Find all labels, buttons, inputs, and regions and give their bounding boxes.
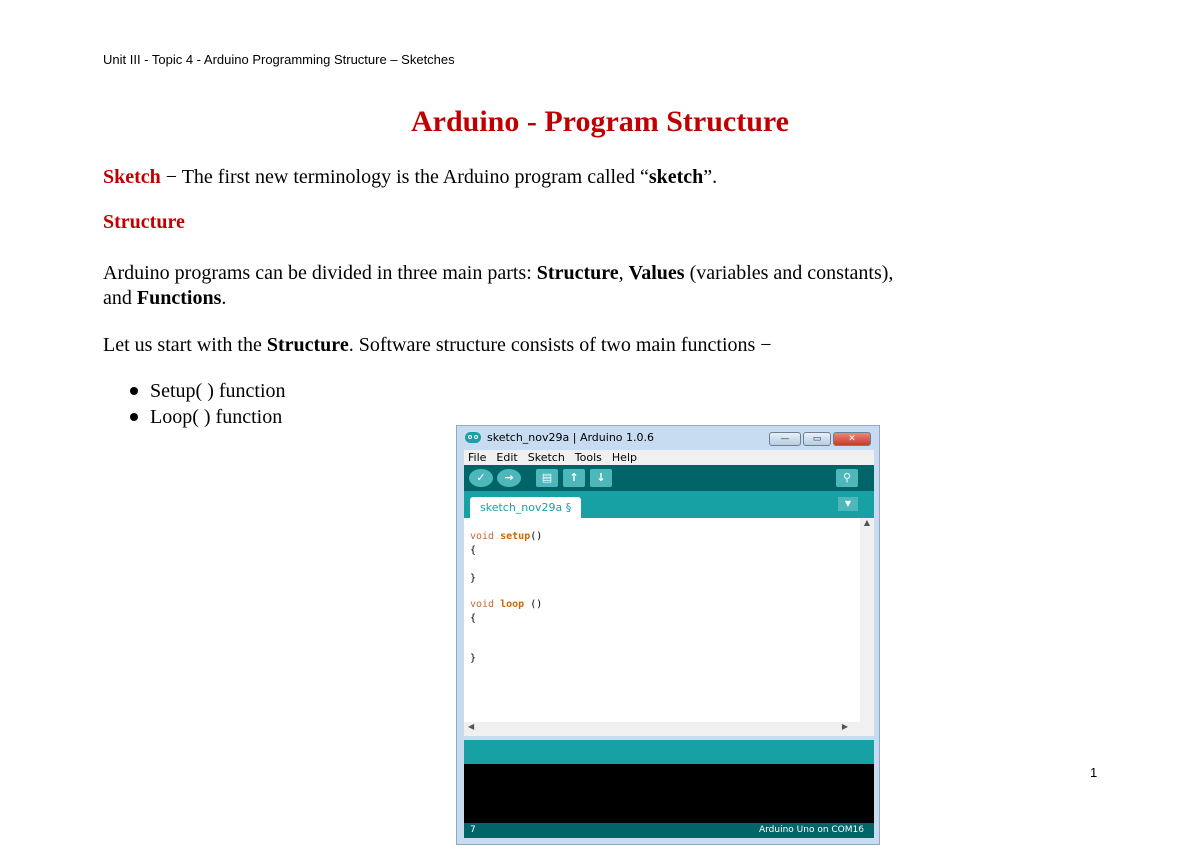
line-number: 7 [470,825,476,835]
list-item [130,404,286,430]
vertical-scrollbar[interactable]: ▲ [860,518,874,722]
code-line: } [470,653,477,664]
bullet-icon [130,413,138,421]
upload-icon[interactable]: → [497,469,521,487]
new-sketch-icon[interactable]: ▤ [536,469,558,487]
menu-tools[interactable]: Tools [574,451,602,464]
menu-sketch[interactable]: Sketch [527,451,565,464]
code-parens: () [530,531,543,542]
start-paragraph [103,333,772,358]
menu-bar [464,450,874,465]
menu-file[interactable]: File [468,451,487,464]
start-structure: Structure [266,334,349,356]
start-text-2: . Software structure consists of two main functions − [348,334,772,356]
save-sketch-icon[interactable]: ↓ [590,469,612,487]
code-line: { [470,613,477,624]
list-item-label: Setup( ) function [150,380,286,402]
function-list [130,378,286,430]
parts-text: Arduino programs can be divided in three main parts: [103,262,537,284]
ide-toolbar [464,465,874,491]
code-line: } [470,573,477,584]
menu-edit[interactable]: Edit [496,451,518,464]
parts-comma: , [618,262,629,284]
parts-paragraph [103,261,893,311]
code-keyword: void [470,531,495,542]
sketch-bold-word: sketch [648,166,704,188]
board-port-status: Arduino Uno on COM16 [758,825,864,835]
arduino-logo-icon [465,432,481,443]
parts-functions: Functions [136,287,222,309]
parts-text-2: (variables and constants), [684,262,894,284]
tab-sketch[interactable]: sketch_nov29a § [470,497,581,518]
close-button[interactable]: ✕ [833,432,871,446]
sketch-paragraph [103,165,717,190]
start-text: Let us start with the [103,334,267,356]
tab-menu-icon[interactable]: ▼ [838,497,858,511]
code-line [470,598,542,612]
list-item [130,378,286,404]
parts-values: Values [628,262,685,284]
parts-text-4: . [221,287,227,309]
bullet-icon [130,387,138,395]
page-number: 1 [1090,765,1098,780]
code-line: { [470,545,477,556]
structure-heading: Structure [103,211,185,233]
parts-structure: Structure [536,262,619,284]
sketch-label: Sketch [103,166,161,188]
verify-icon[interactable]: ✓ [469,469,493,487]
document-header: Unit III - Topic 4 - Arduino Programming Structure – Sketches [103,52,455,67]
code-parens: () [524,599,543,610]
list-item-label: Loop( ) function [150,406,283,428]
window-titlebar [457,426,879,450]
code-line [470,530,542,544]
status-bar [464,823,874,838]
code-function: setup [500,531,531,542]
code-function: loop [500,599,525,610]
sketch-text: − The first new terminology is the Arduino program called “ [160,166,649,188]
tab-bar [464,491,874,518]
window-title: sketch_nov29a | Arduino 1.0.6 [487,431,655,444]
menu-help[interactable]: Help [611,451,637,464]
arduino-ide-window [456,425,880,845]
maximize-button[interactable]: ▭ [803,432,831,446]
message-bar [464,740,874,764]
console-output [464,764,874,823]
code-editor[interactable] [464,518,860,722]
open-sketch-icon[interactable]: ↑ [563,469,585,487]
minimize-button[interactable]: — [769,432,801,446]
page-title: Arduino - Program Structure [410,105,790,138]
horizontal-scrollbar[interactable]: ◀ ▶ [464,722,874,736]
code-keyword: void [470,599,495,610]
serial-monitor-icon[interactable]: ⚲ [836,469,858,487]
parts-text-3: and [103,287,137,309]
sketch-text-end: ”. [703,166,718,188]
